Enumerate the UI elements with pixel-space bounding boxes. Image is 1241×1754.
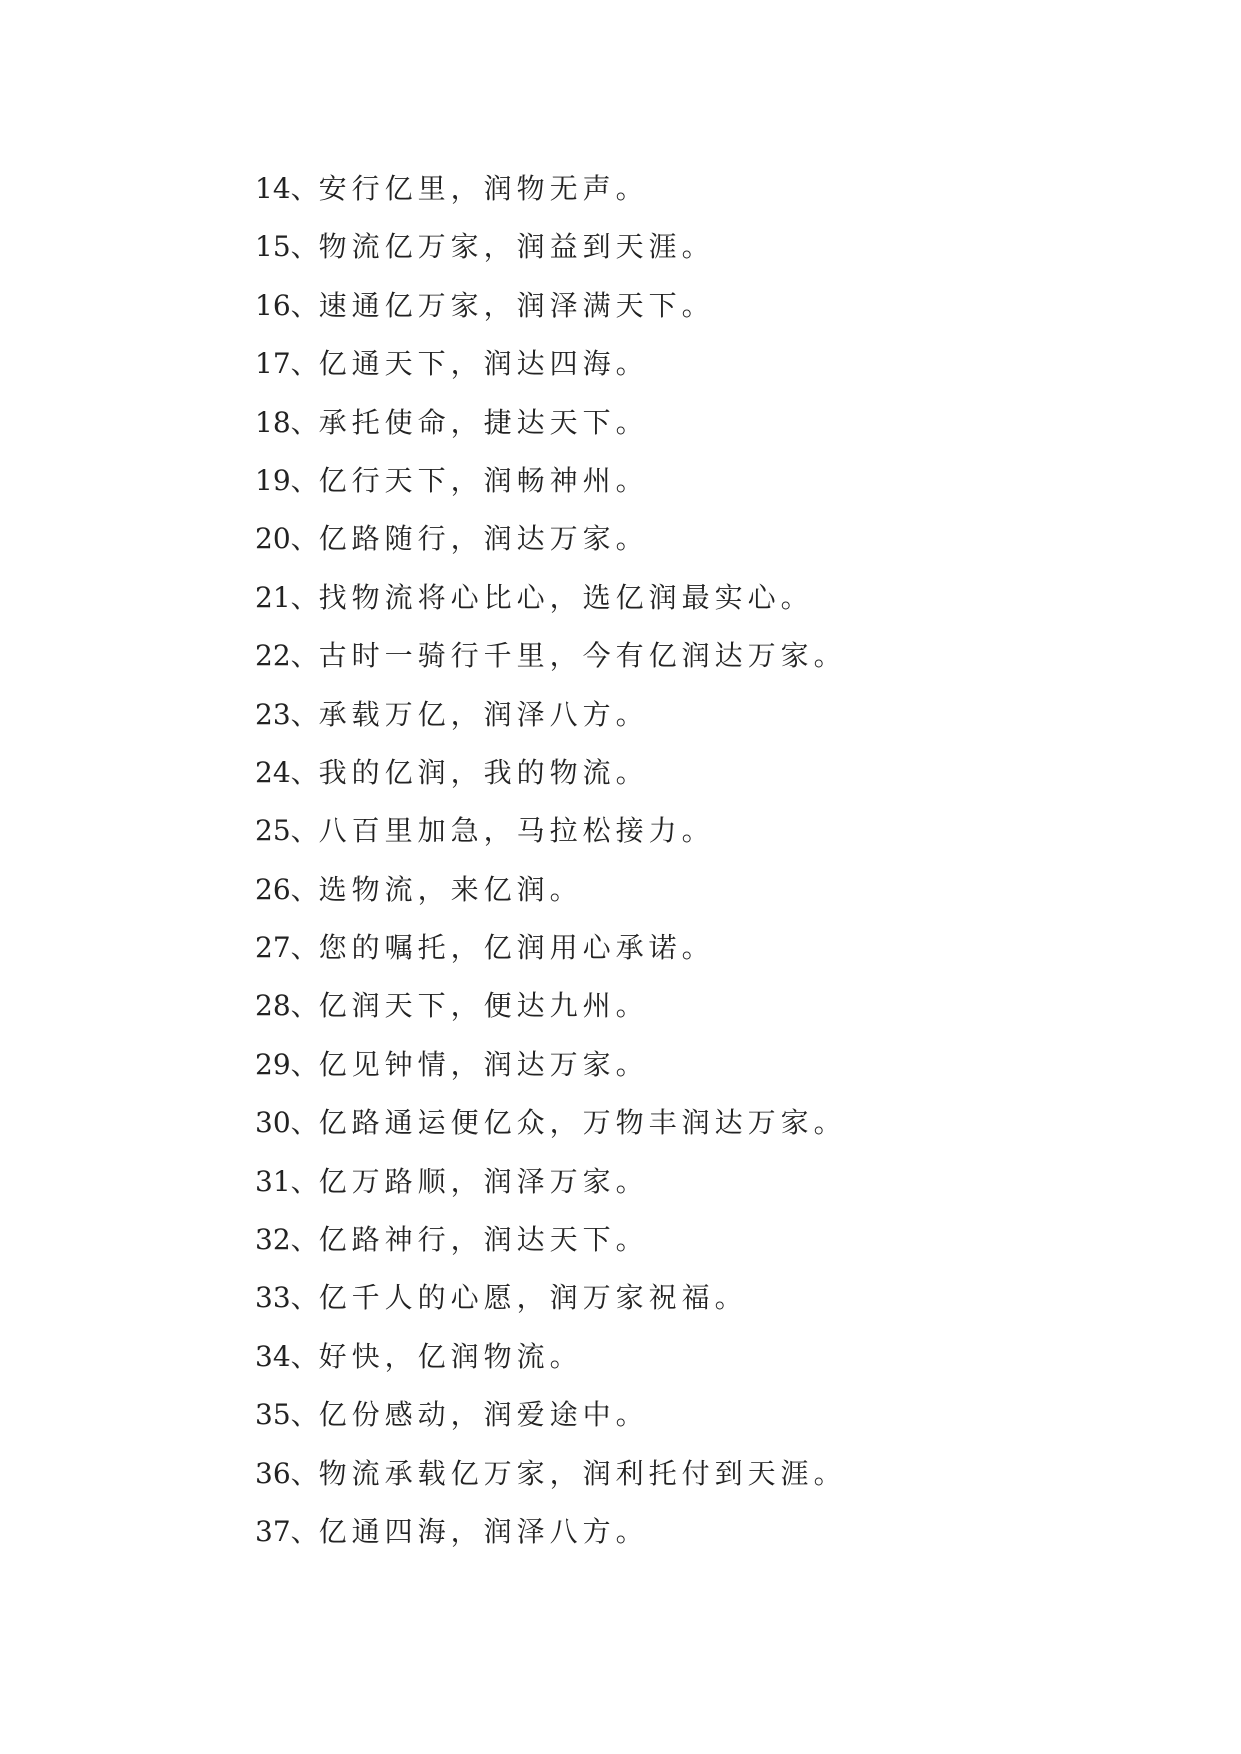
item-number: 35、 bbox=[255, 1398, 319, 1432]
list-item bbox=[255, 1036, 847, 1094]
item-number: 15、 bbox=[255, 230, 319, 264]
list-item bbox=[255, 277, 847, 335]
item-text: 亿行天下，润畅神州。 bbox=[318, 463, 649, 497]
list-item bbox=[255, 218, 847, 276]
list-item bbox=[255, 452, 847, 510]
item-text: 亿万路顺，润泽万家。 bbox=[318, 1164, 649, 1198]
item-number: 36、 bbox=[255, 1456, 319, 1490]
list-item bbox=[255, 1269, 847, 1327]
list-item bbox=[255, 569, 847, 627]
item-text: 八百里加急，马拉松接力。 bbox=[318, 814, 715, 848]
list-item bbox=[255, 744, 847, 802]
list-item bbox=[255, 861, 847, 919]
list-item bbox=[255, 394, 847, 452]
item-text: 速通亿万家，润泽满天下。 bbox=[318, 288, 715, 322]
item-number: 32、 bbox=[255, 1223, 319, 1257]
list-item bbox=[255, 1211, 847, 1269]
list-item bbox=[255, 1386, 847, 1444]
item-number: 27、 bbox=[255, 931, 319, 965]
item-number: 33、 bbox=[255, 1281, 319, 1315]
item-number: 16、 bbox=[255, 288, 319, 322]
item-number: 18、 bbox=[255, 405, 319, 439]
item-text: 找物流将心比心，选亿润最实心。 bbox=[318, 580, 814, 614]
item-number: 34、 bbox=[255, 1339, 319, 1373]
item-text: 亿路神行，润达天下。 bbox=[318, 1223, 649, 1257]
item-text: 古时一骑行千里，今有亿润达万家。 bbox=[318, 639, 847, 673]
item-text: 好快，亿润物流。 bbox=[318, 1339, 583, 1373]
item-number: 23、 bbox=[255, 697, 319, 731]
item-number: 19、 bbox=[255, 463, 319, 497]
item-text: 亿润天下，便达九州。 bbox=[318, 989, 649, 1023]
item-number: 28、 bbox=[255, 989, 319, 1023]
item-text: 亿路通运便亿众，万物丰润达万家。 bbox=[318, 1106, 847, 1140]
item-number: 22、 bbox=[255, 639, 319, 673]
item-text: 我的亿润，我的物流。 bbox=[318, 755, 649, 789]
item-number: 30、 bbox=[255, 1106, 319, 1140]
item-text: 物流亿万家，润益到天涯。 bbox=[318, 230, 715, 264]
item-number: 25、 bbox=[255, 814, 319, 848]
item-text: 亿路随行，润达万家。 bbox=[318, 522, 649, 556]
list-item bbox=[255, 1328, 847, 1386]
list-item bbox=[255, 160, 847, 218]
item-text: 承载万亿，润泽八方。 bbox=[318, 697, 649, 731]
item-number: 14、 bbox=[255, 172, 319, 205]
item-text: 亿通四海，润泽八方。 bbox=[318, 1514, 649, 1548]
item-text: 选物流，来亿润。 bbox=[318, 872, 583, 906]
list-item bbox=[255, 1094, 847, 1152]
item-text: 安行亿里，润物无声。 bbox=[318, 172, 649, 205]
item-number: 20、 bbox=[255, 522, 319, 556]
list-item bbox=[255, 1503, 847, 1561]
item-text: 承托使命，捷达天下。 bbox=[318, 405, 649, 439]
list-item bbox=[255, 335, 847, 393]
slogan-list bbox=[255, 160, 847, 1561]
list-item bbox=[255, 1153, 847, 1211]
item-text: 您的嘱托，亿润用心承诺。 bbox=[318, 931, 715, 965]
list-item bbox=[255, 1445, 847, 1503]
item-number: 17、 bbox=[255, 347, 319, 381]
item-text: 亿份感动，润爱途中。 bbox=[318, 1398, 649, 1432]
list-item bbox=[255, 919, 847, 977]
item-number: 21、 bbox=[255, 580, 319, 614]
list-item bbox=[255, 510, 847, 568]
list-item bbox=[255, 977, 847, 1035]
item-number: 26、 bbox=[255, 872, 319, 906]
item-number: 29、 bbox=[255, 1047, 319, 1081]
list-item bbox=[255, 627, 847, 685]
item-number: 31、 bbox=[255, 1164, 319, 1198]
item-text: 物流承载亿万家，润利托付到天涯。 bbox=[318, 1456, 847, 1490]
item-text: 亿通天下，润达四海。 bbox=[318, 347, 649, 381]
item-number: 24、 bbox=[255, 755, 319, 789]
list-item bbox=[255, 802, 847, 860]
item-text: 亿见钟情，润达万家。 bbox=[318, 1047, 649, 1081]
item-number: 37、 bbox=[255, 1514, 319, 1548]
item-text: 亿千人的心愿，润万家祝福。 bbox=[318, 1281, 748, 1315]
list-item bbox=[255, 686, 847, 744]
